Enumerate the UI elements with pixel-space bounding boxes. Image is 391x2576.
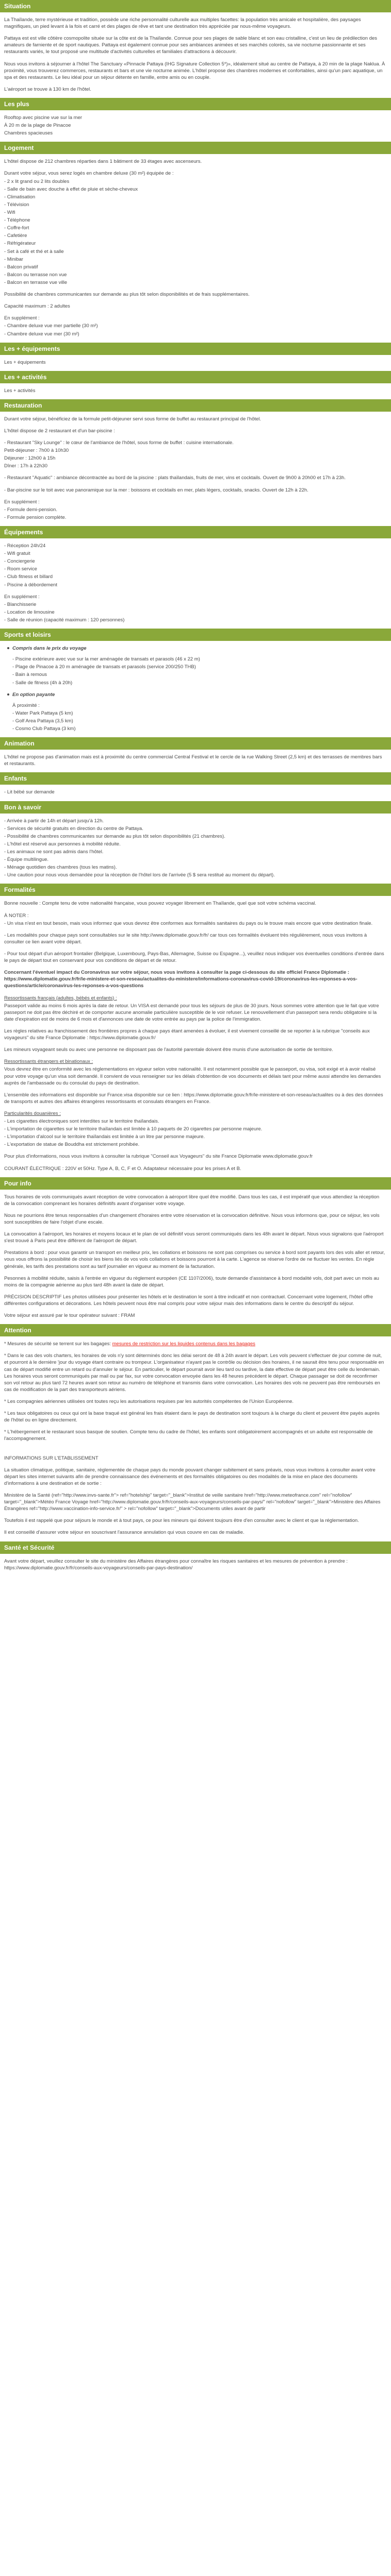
logement-section: [0, 158, 391, 337]
section-header-enfants: Enfants: [0, 772, 391, 785]
pour-info-paragraph: La convocation à l'aéroport, les horaires et moyens locaux et le plan de vol définitif vous seront communiqués dans les 48h avant le départ. Nous vous signalons que l'aéroport s'est trouvé à Paris peut être différent de l'aéroport de départ.: [4, 1231, 384, 1244]
pour-info-operator: Votre séjour est assuré par le tour opérateur suivant : FRAM: [4, 1313, 135, 1319]
section-header-pour-info: Pour info: [0, 1177, 391, 1190]
section-header-animation: Animation: [0, 737, 391, 750]
pour-info-paragraph: Tous horaires de vols communiqués avant réception de votre convocation à aéroport libre quel être modifié. Dans tous les cas, il est impératif que vous attendiez la réception de la convocation comprenant les horaires définitifs avant d'organiser votre voyage.: [4, 1194, 380, 1207]
pour-info-section: [0, 1194, 391, 1319]
animation-paragraph: L'hôtel ne propose pas d'animation mais est à proximité du centre commercial Central Festival et le cercle de la rue Walking Street (2,5 km) et des terrasses de membres bars et restaurants.: [4, 754, 382, 767]
logement-list-item: - Salle de bain avec douche à effet de pluie et sèche-cheveux: [4, 186, 138, 192]
plus-item: Rooftop avec piscine vue sur la mer: [4, 114, 83, 121]
attention-paragraph: * Les compagnies aériennes utilisées ont toutes reçu les autorisations requises par les autorités compétentes de l'Union Européenne.: [4, 1399, 294, 1404]
bon-a-savoir-item: - Services de sécurité gratuits en direction du centre de Pattaya.: [4, 825, 143, 832]
formalites-paragraph: Les règles relatives au franchissement des frontières propres à chaque pays étant amenées à évoluer, il est vivement conseillé de se reporter à la rubrique "conseils aux voyageurs" du site France Diplomatie : https://www.diplomatie.gouv.fr/: [4, 1028, 370, 1041]
equipement-item: - Club fitness et billard: [4, 574, 53, 580]
section-header-restauration: Restauration: [0, 399, 391, 412]
attention-paragraph: * Dans le cas des vols charters, les horaires de vols n'y sont déterminés donc les délai seront de 48 à 24h avant le départ. Les vols peuvent s'effectuer de jour comme de nuit, et pourront à le dernière 'jour du voyage étant contraire ou trompeur. L'organisateur n'ayant pas le contrôle ou décision des horaires, il ne saurait être tenu pour responsable en cas de départ modifié entre un retard ou d'annuler le séjour. En particulier, le départ pourrait avoir lieu tard ou tardive, la date effective de départ peut être celle du lendemain. Les horaires vous seront communiqués par mail ou par fax, sur votre convocation envoyée dans les 48 heures précédent le départ. Chaque passager se doit de reconfirmer son vol retour au plus tard 72 heures avant son retour au numéro de téléphone et transmis dans votre convocation. Les horaires des vols ne peuvent pas être remboursés en cas de modification de la part des transporteurs aériens.: [4, 1353, 384, 1393]
sports-groups: [6, 645, 386, 732]
situation-section: [0, 16, 391, 93]
restauration-hours: Petit-déjeuner : 7h00 à 10h30: [4, 448, 69, 454]
plus-item: Chambres spacieuses: [4, 130, 53, 137]
restauration-section: [0, 416, 391, 521]
attention-paragraph: Il est conseillé d'assurer votre séjour en souscrivant l'assurance annulation qui vous couvre en cas de maladie.: [4, 1530, 245, 1536]
section-header-sports: Sports et loisirs: [0, 629, 391, 641]
formalites-paragraph: Passeport valide au moins 6 mois après la date de retour. Un VISA est demandé pour tous les séjours de plus de 30 jours. Nous sommes votre attention que le fait que votre passeport ne doit pas être déchiré et de comporter aucune anomalie particulière susceptible de le voir refuser. Le renouvellement d'un passeport sera rendu obligatoire si la date d'expiration est de moins de 6 mois et d'annonces une date de votre entrée au pays par la police de l'immigration.: [4, 1003, 379, 1022]
sports-item: - Water Park Pattaya (5 km): [12, 710, 73, 716]
formalites-subhead: Particularités douanières :: [4, 1110, 61, 1116]
equipements-section: [0, 543, 391, 623]
attention-links-paragraph: Ministère de la Santé (ref="http://www.invs-sante.fr"> ref="hotelship" target="_blank">Institut de veille sanitaire href="http://www.meteofrance.com" rel="nofollow" target="_blank">Météo France Voyage href="http://www.diplomatie.gouv.fr/fr/conseils-aux-voyageurs/conseils-par-pays/" rel="nofollow" target="_blank">Ministère des Affaires Étrangères ref="http://www.vaccination-info-service.fr/" > rel="nofollow" target="_blank">Documents utiles avant de partir: [4, 1492, 381, 1512]
formalites-paragraph: L'ensemble des informations est disponible sur France.visa disponible sur ce lien : https://www.diplomatie.gouv.fr/fr/le-ministere-et-son-reseau/actualites ou à des des données de transports et autres des affaires étrangères ressortissants et consulats étrangers en France.: [4, 1092, 383, 1105]
restauration-paragraph: - Restaurant "Sky Lounge" : le cœur de l'ambiance de l'hôtel, sous forme de buffet : cuisine internationale.: [4, 440, 234, 446]
section-header-situation: Situation: [0, 0, 391, 12]
section-header-plus: Les plus: [0, 98, 391, 110]
formalites-note-label: À NOTER :: [4, 912, 29, 919]
formalites-paragraph: Les mineurs voyageant seuls ou avec une personne ne disposant pas de l'autorité parentale doivent être munis d'une autorisation de sortie de territoire.: [4, 1047, 333, 1053]
equipement-item: - Piscine à débordement: [4, 582, 57, 588]
restauration-supplement-head: En supplément :: [4, 499, 40, 505]
plus-equipements-text: Les + équipements: [4, 359, 46, 365]
section-header-sante: Santé et Sécurité: [0, 1541, 391, 1554]
situation-paragraph: L'aéroport se trouve à 130 km de l'hôtel.: [4, 86, 91, 92]
logement-capacity: Capacité maximum : 2 adultes: [4, 303, 70, 310]
attention-paragraph: Toutefois il est rappelé que pour séjours le monde et à tout pays, ce pour les mineurs qui doivent toujours être d'en consulter avec le client et que la réglementation.: [4, 1518, 359, 1524]
equipement-supplement-item: - Location de limousine: [4, 609, 55, 615]
logement-paragraph: L'hôtel dispose de 212 chambres réparties dans 1 bâtiment de 33 étages avec ascenseurs.: [4, 159, 202, 165]
restauration-paragraph: - Bar-piscine sur le toit avec vue panoramique sur la mer : boissons et cocktails en mer, plats légers, cocktails, snacks. Ouvert de 12h à 22h.: [4, 487, 308, 493]
logement-list-item: - Téléphone: [4, 217, 30, 224]
bon-a-savoir-item: - Équipe multilingue.: [4, 857, 49, 863]
restauration-paragraph: Durant votre séjour, bénéficiez de la formule petit-déjeuner servi sous forme de buffet au restaurant principal de l'hôtel.: [4, 416, 262, 422]
sports-item: - Salle de fitness (4h à 20h): [12, 680, 73, 686]
logement-supplement-head: En supplément :: [4, 315, 40, 321]
equipement-item: - Wifi gratuit: [4, 551, 30, 557]
formalites-electric: COURANT ÉLECTRIQUE : 220V et 50Hz. Type A, B, C, F et O. Adaptateur nécessaire pour les prises A et B.: [4, 1165, 241, 1172]
plus-activites-text: Les + activités: [4, 387, 36, 394]
sports-item: - Piscine extérieure avec vue sur la mer aménagée de transats et parasols (46 x 22 m): [12, 656, 200, 663]
pour-info-paragraph: Prestations à bord : pour vous garantir un transport en meilleur prix, les collations et boissons ne sont pas comprises ou service à bord sont payants lors des vols aller et retour, vous vous offrons la possibilité de choisir les biens liés de vos vols collations et boissons pourront à la carte. L'agence se réserve l'ordre de ne fluctuer les ventes. En règle générale, les tarifs des prestations sont au tarif journalier en vigueur au moment de la facturation.: [4, 1250, 385, 1269]
situation-paragraph: Pattaya est est ville côtière cosmopolite située sur la côte est de la Thaïlande. Connue pour ses plages de sable blanc et son eau cristalline, c'est un lieu de prédilection des amateurs de farniente et de sport nautiques. Pattaya est également connue pour ses ambiances animées et ses marchés colorés, sa vie nocturne passionnante et ses restaurants variés, le tout proposé une multitude d'activités culturelles et familiales d'attractions à découvrir.: [4, 36, 378, 55]
formalites-customs-item: - Les cigarettes électroniques sont interdites sur le territoire thaïlandais.: [4, 1118, 159, 1125]
formalites-paragraph: - Un visa n'est en tout besoin, mais vous informez que vous devrez être conformes aux formalités sanitaires du pays ou le trouve mais encore que votre destination finale.: [4, 920, 373, 926]
logement-list-item: - Balcon privatif: [4, 264, 38, 270]
situation-paragraph: Nous vous invitons à séjourner à l'hôtel The Sanctuary «Pinnacle Pattaya (IHG Signature Collection 5*)», idéalement situé au centre de Pattaya, à 20 min de la plage Naklua. À proximité, vous trouverez commerces, restaurants et bars et une vie nocturne animée. L'hôtel propose des chambres modernes et confortables, ainsi qu'un parc aquatique, un spa et des restaurants. Le lieu idéal pour un séjour détente en famille, entre amis ou en couple.: [4, 61, 385, 80]
plus-activites-section: [0, 387, 391, 394]
enfants-section: [0, 789, 391, 795]
formalites-customs-item: - L'importation d'alcool sur le territoire thaïlandais est limitée à un litre par personne majeure.: [4, 1134, 205, 1140]
formalites-section: [0, 900, 391, 1172]
sports-item: - Bain à remous: [12, 672, 47, 678]
sports-item: - Golf Area Pattaya (3,5 km): [12, 718, 73, 724]
logement-list-item: - Wifi: [4, 209, 15, 215]
restauration-paragraph: - Restaurant "Aquatic" : ambiance décontractée au bord de la piscine : plats thaïlandais, fruits de mer, vins et cocktails. Ouvert de 9h00 à 20h00 et 17h à 23h.: [4, 475, 346, 481]
sports-section: [0, 645, 391, 732]
logement-intro: Durant votre séjour, vous serez logés en chambre deluxe (30 m²) équipée de :: [4, 171, 174, 177]
formalites-paragraph: Bonne nouvelle : Compte tenu de votre nationalité française, vous pouvez voyager librement en Thaïlande, quel que soit votre schéma vaccinal.: [4, 901, 317, 907]
bon-a-savoir-item: - Une caution pour nous vous demandée pour la réception de l'hôtel lors de l'arrivée (5 $ sera restitué au moment du départ).: [4, 872, 275, 878]
sports-intro: À proximité :: [12, 702, 40, 708]
sports-group-title: En option payante: [12, 691, 55, 698]
formalites-subhead: Ressortissants étrangers et binationaux :: [4, 1059, 93, 1065]
equipement-item: - Conciergerie: [4, 558, 35, 565]
section-header-logement: Logement: [0, 142, 391, 154]
formalites-subhead: Ressortissants français (adultes, bébés et enfants) :: [4, 995, 117, 1001]
logement-supplement-item: - Chambre deluxe vue mer (30 m²): [4, 331, 79, 337]
logement-list-item: - Télévision: [4, 201, 29, 208]
attention-paragraph: * Les taux obligatoires ou ceux qui ont la base traqué est général les frais étaient dans le pays de destination sont toujours à la charge du client et peuvent être payés auprès de l'hôtel ou en ligne directement.: [4, 1411, 380, 1423]
logement-paragraph: Possibilité de chambres communicantes sur demande au plus tôt selon disponibilités et de frais supplémentaires.: [4, 292, 250, 298]
logement-list-item: - Minibar: [4, 256, 23, 262]
section-header-equipements: Équipements: [0, 526, 391, 538]
sports-group-title: Compris dans le prix du voyage: [12, 646, 87, 652]
attention-paragraph: La situation climatique, politique, sanitaire, réglementée de chaque pays du monde pouvant changer subitement et sans préavis, nous vous invitons à consulter avant votre départ les sites internet suivants afin de prendre connaissance des événements et des formalités obligatoires ou des modalités de la mise en place des documents d'informations à une destination et de sortie :: [4, 1467, 376, 1486]
restauration-supplement-item: - Formule demi-pension.: [4, 506, 57, 513]
sports-group-included: [6, 645, 386, 686]
sante-paragraph: Avant votre départ, veuillez consulter le site du ministère des Affaires étrangères pour connaître les risques sanitaires et les mesures de prévention à prendre : https://www.diplomatie.gouv.fr/fr/conseils-aux-voyageurs/conseils-par-pays-destination/: [4, 1558, 348, 1571]
plus-equipements-section: [0, 359, 391, 366]
formalites-paragraph: Pour plus d'informations, nous vous invitons à consulter la rubrique "Conseil aux Voyageurs" du site France Diplomatie www.diplomatie.gouv.fr: [4, 1154, 313, 1160]
logement-list-item: - Cafetière: [4, 233, 27, 239]
section-header-attention: Attention: [0, 1324, 391, 1336]
formalites-customs-item: - L'importation de cigarettes sur le territoire thaïlandais est limitée à 10 paquets de 20 cigarettes par personne majeure.: [4, 1126, 263, 1132]
attention-paragraph: [4, 1341, 386, 1347]
equipement-item: - Réception 24h/24: [4, 543, 46, 549]
equipement-supplement-item: - Blanchisserie: [4, 601, 37, 607]
liquids-restriction-link[interactable]: mesures de restriction sur les liquides contenus dans les bagages: [112, 1341, 255, 1347]
situation-paragraph: La Thaïlande, terre mystérieuse et tradition, possède une riche personnalité culturelle aux multiples facettes: la population très amicale et hospitalière, des paysages magnifiques, un pied levant à la fois et carré et des plages de rêve et tant une destination très appréciée par nous-même voyageurs.: [4, 17, 361, 30]
bon-a-savoir-item: - Les animaux ne sont pas admis dans l'hôtel.: [4, 849, 104, 855]
logement-list-item: - Coffre-fort: [4, 225, 29, 231]
logement-supplement-item: - Chambre deluxe vue mer partielle (30 m²): [4, 323, 98, 329]
plus-section: [0, 114, 391, 137]
formalites-paragraph: - Pour tout départ d'un aéroport frontalier (Belgique, Luxembourg, Pays-Bas, Allemagne, Suisse ou Espagne...), veuillez nous indiquer vos éventuelles conditions d'entrée dans le pays de départ tout en conservant pour vos conditions de départ et de retour.: [4, 951, 384, 964]
equipement-supplement-item: - Salle de réunion (capacité maximum : 120 personnes): [4, 617, 125, 623]
animation-section: [0, 754, 391, 767]
bon-a-savoir-section: [0, 818, 391, 879]
restauration-paragraph: L'hôtel dispose de 2 restaurant et d'un bar-piscine :: [4, 428, 115, 434]
sports-item: - Plage de Pinacoe à 20 m aménagée de transats et parasols (service 200/250 THB): [12, 664, 196, 670]
enfants-item: - Lit bébé sur demande: [4, 789, 55, 795]
attention-section: [0, 1341, 391, 1536]
equipement-item: - Room service: [4, 566, 37, 572]
bon-a-savoir-item: - Possibilité de chambres communicantes sur demande au plus tôt selon disponibilités (21 chambres).: [4, 833, 225, 839]
logement-list-item: - Réfrigérateur: [4, 241, 36, 247]
attention-paragraph: * L'hébergement et le restaurant sous basque de soutien. Compte tenu du cadre de l'hôtel, les enfants sont obligatoirement accompagnés et un adulte est responsable de l'accompagnement.: [4, 1429, 373, 1442]
restauration-hours: Déjeuner : 12h00 à 15h: [4, 455, 56, 462]
section-header-plus-equipements: Les + équipements: [0, 343, 391, 355]
bon-a-savoir-item: - Arrivée à partir de 14h et départ jusqu'à 12h.: [4, 818, 104, 824]
logement-list-item: - Balcon ou terrasse non vue: [4, 272, 67, 278]
logement-list-item: - Balcon en terrasse vue ville: [4, 279, 67, 285]
attention-establishment-heading: INFORMATIONS SUR L'ETABLISSEMENT: [4, 1455, 99, 1461]
formalites-paragraph: - Les modalités pour chaque pays sont consultables sur le site http://www.diplomatie.gouv.fr/fr/ car tous ces formalités évoluent très régulièrement, nous vous invitons à consulter ce lien avant votre départ.: [4, 932, 367, 945]
bon-a-savoir-item: - Ménage quotidien des chambres (tous les matins).: [4, 865, 117, 871]
sports-group-paid: [6, 691, 386, 733]
section-header-bon-a-savoir: Bon à savoir: [0, 801, 391, 814]
attention-luggage-text: * Mesures de sécurité se terrent sur les bagages:: [4, 1341, 112, 1347]
logement-list-item: - 2 x lit grand ou 2 lits doubles: [4, 178, 70, 184]
logement-list-item: - Climatisation: [4, 194, 36, 200]
pour-info-paragraph: Nous ne pourrions être tenus responsables d'un changement d'horaires entre votre réservation et la convocation définitive. Nous vous informons que, pour ce séjour, les vols sont susceptibles de faire l'objet d'une escale.: [4, 1212, 380, 1226]
bon-a-savoir-item: - L'hôtel est réservé aux personnes à mobilité réduite.: [4, 841, 121, 847]
pour-info-paragraph: Pesonnes à mobilité réduite, saisis à l'entrée en vigueur du règlement européen (CE 1107/2006), toute demande d'assistance à bord modalité vols, doit part avec un mois au moins de la compagnie aérienne au plus tard 48h avant la date de départ.: [4, 1275, 379, 1288]
plus-item: À 20 m de la plage de Pinacoe: [4, 123, 71, 129]
sante-section: [0, 1558, 391, 1571]
pour-info-paragraph: PRÉCISION DESCRIPTIF Les photos utilisées pour présenter les hôtels et le destination le sont à titre indicatif et non contractuel. Concernant votre logement, l'hôtel offre différentes configurations et décorations. Les hôtels peuvent nous être mal compris pour votre séjour mais des informations dans le centre du descriptif du séjour.: [4, 1294, 373, 1307]
section-header-plus-activites: Les + activités: [0, 371, 391, 383]
section-header-formalites: Formalités: [0, 884, 391, 896]
formalites-covid-notice: Concernant l'éventuel impact du Coronavirus sur votre séjour, nous vous invitons à consulter la page ci-dessous du site officiel France Diplomatie : https://www.diplomatie.gouv.fr/fr/le-ministere-et-son-reseau/actualites-du-ministere/informations-coronavirus-covid-19/coronavirus-les-reponses-a-vos-questions/article/coronavirus-les-reponses-a-vos-questions: [4, 970, 357, 989]
restauration-supplement-item: - Formule pension complète.: [4, 514, 67, 520]
formalites-customs-item: - L'exportation de statue de Bouddha est strictement prohibée.: [4, 1142, 140, 1148]
equipement-supplement-head: En supplément :: [4, 594, 40, 600]
formalites-paragraph: Vous devrez être en conformité avec les réglementations en vigueur selon votre nationalité. Il est notamment possible que le passeport, ou visa, soit exigé et à avoir réalisé pour votre voyage qu'un visa soit demandé. Il convient de vous renseigner sur les délais d'obtention de vos documents et délais tant pour même aussi attendre les demandes auprès de l'ambassade ou du consulat du pays de destination.: [4, 1066, 381, 1086]
restauration-hours: Dîner : 17h à 22h30: [4, 463, 47, 469]
logement-list-item: - Set à café et thé et à salle: [4, 248, 64, 255]
sports-item: - Cosmo Club Pattaya (3 km): [12, 726, 76, 732]
